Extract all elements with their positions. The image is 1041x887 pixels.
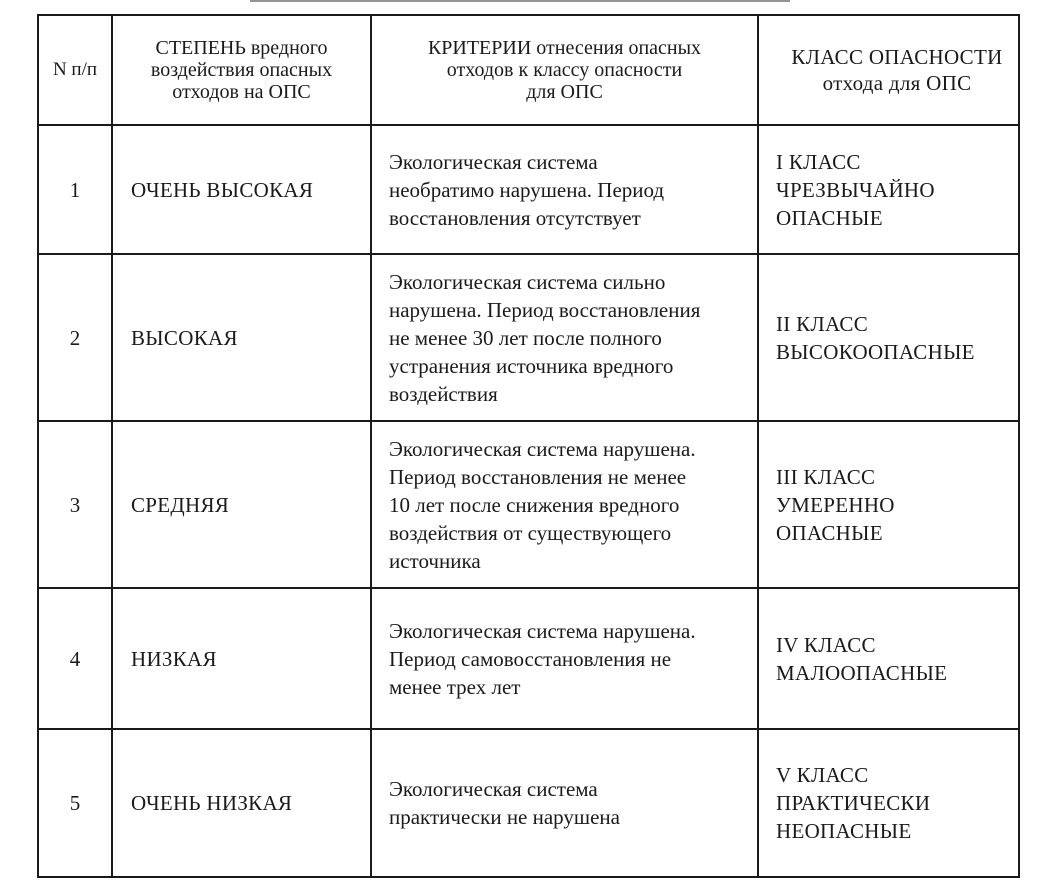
row-num: 4 [38, 588, 112, 729]
table-row [38, 125, 1019, 254]
row-num: 3 [38, 421, 112, 588]
row-hazard-class: I КЛАСС ЧРЕЗВЫЧАЙНО ОПАСНЫЕ [758, 125, 1019, 254]
row-criteria: Экологическая система практически не нарушена [371, 729, 758, 877]
row-criteria: Экологическая система необратимо нарушена. Период восстановления отсутствует [371, 125, 758, 254]
header-num: N п/п [38, 15, 112, 125]
row-hazard-class: V КЛАСС ПРАКТИЧЕСКИ НЕОПАСНЫЕ [758, 729, 1019, 877]
header-criteria: КРИТЕРИИ отнесения опасных отходов к классу опасности для ОПС [371, 15, 758, 125]
table-row [38, 588, 1019, 729]
row-num: 1 [38, 125, 112, 254]
row-criteria: Экологическая система сильно нарушена. Период восстановления не менее 30 лет после полного устранения источника вредного воздействия [371, 254, 758, 421]
table-row [38, 729, 1019, 877]
row-criteria: Экологическая система нарушена. Период восстановления не менее 10 лет после снижения вредного воздействия от существующего источника [371, 421, 758, 588]
row-degree: ВЫСОКАЯ [112, 254, 371, 421]
table-row [38, 421, 1019, 588]
header-hazard-class: КЛАСС ОПАСНОСТИ отхода для ОПС [758, 15, 1019, 125]
row-hazard-class: II КЛАСС ВЫСОКООПАСНЫЕ [758, 254, 1019, 421]
row-num: 5 [38, 729, 112, 877]
row-degree: НИЗКАЯ [112, 588, 371, 729]
table-header-row [38, 15, 1019, 125]
row-hazard-class: III КЛАСС УМЕРЕННО ОПАСНЫЕ [758, 421, 1019, 588]
hazard-class-table [37, 14, 1020, 878]
table-row [38, 254, 1019, 421]
row-degree: ОЧЕНЬ ВЫСОКАЯ [112, 125, 371, 254]
row-degree: СРЕДНЯЯ [112, 421, 371, 588]
header-degree: СТЕПЕНЬ вредного воздействия опасных отходов на ОПС [112, 15, 371, 125]
cropped-title-remnant [0, 0, 1041, 14]
row-hazard-class: IV КЛАСС МАЛООПАСНЫЕ [758, 588, 1019, 729]
row-criteria: Экологическая система нарушена. Период самовосстановления не менее трех лет [371, 588, 758, 729]
row-degree: ОЧЕНЬ НИЗКАЯ [112, 729, 371, 877]
row-num: 2 [38, 254, 112, 421]
